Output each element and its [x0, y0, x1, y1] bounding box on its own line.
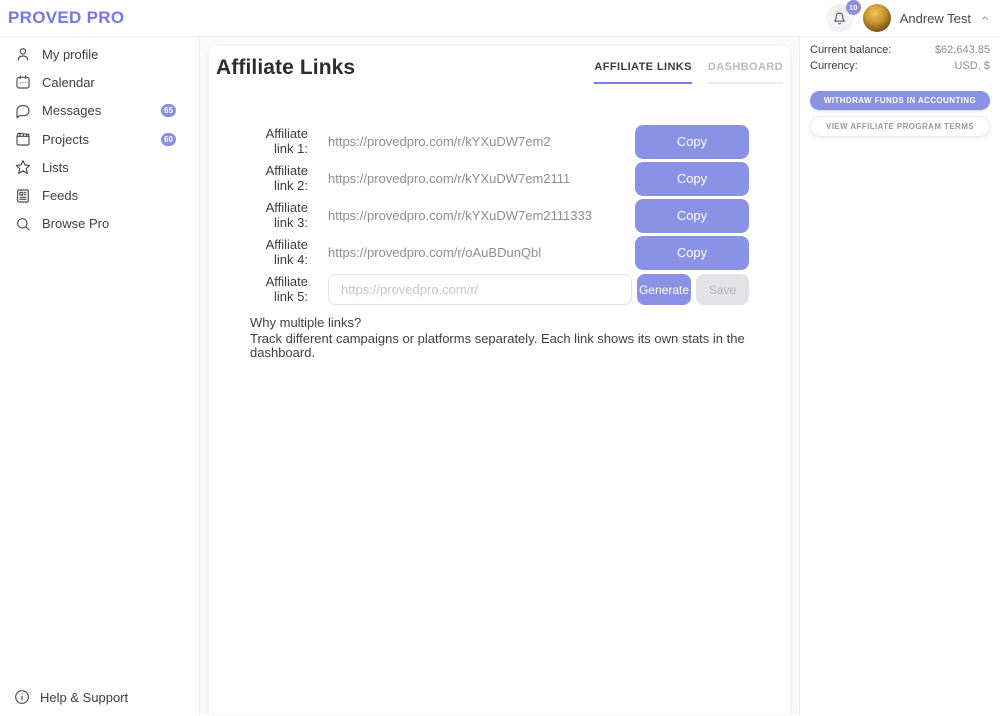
sidebar-item-messages[interactable] [0, 97, 199, 125]
sidebar-item-label: Projects [42, 131, 89, 147]
user-name[interactable]: Andrew Test [899, 10, 971, 26]
link-label: Affiliate link 4: [265, 236, 308, 267]
affiliate-links-card [209, 46, 790, 715]
sidebar-item-feeds[interactable] [0, 181, 199, 209]
notification-badge: 10 [846, 0, 861, 15]
sidebar [0, 37, 200, 715]
chat-icon [14, 102, 31, 119]
chevron-up-icon[interactable] [980, 13, 990, 23]
sidebar-item-label: Calendar [42, 74, 95, 90]
affiliate-link-row-2 [250, 160, 749, 197]
sidebar-item-calendar[interactable] [0, 68, 199, 96]
copy-button-4[interactable]: Copy [635, 236, 749, 270]
sidebar-item-browse-pro[interactable] [0, 210, 199, 238]
projects-count-badge: 60 [161, 133, 176, 146]
currency-value: USD, $ [954, 60, 990, 72]
star-icon [14, 159, 31, 176]
copy-button-1[interactable]: Copy [635, 125, 749, 159]
save-button[interactable]: Save [696, 274, 749, 305]
note-body: Track different campaigns or platforms separately. Each link shows its own stats in the dashboard. [250, 330, 745, 361]
balance-panel [799, 37, 1000, 715]
user-icon [14, 46, 31, 63]
copy-button-2[interactable]: Copy [635, 162, 749, 196]
app-logo[interactable]: PROVED PRO [8, 8, 125, 27]
sidebar-item-lists[interactable] [0, 153, 199, 181]
avatar[interactable] [863, 4, 891, 32]
affiliate-link-row-4 [250, 234, 749, 271]
note [250, 316, 749, 361]
sidebar-item-label: Browse Pro [42, 216, 110, 232]
tab-affiliate-links[interactable]: AFFILIATE LINKS [594, 61, 691, 84]
sidebar-item-projects[interactable] [0, 125, 199, 153]
affiliate-link-row-1 [250, 123, 749, 160]
sidebar-item-label: Messages [42, 103, 102, 119]
news-icon [14, 187, 31, 204]
tabs [594, 56, 783, 84]
affiliate-link-row-3 [250, 197, 749, 234]
balance-value: $62,643.85 [934, 44, 990, 56]
note-title: Why multiple links? [250, 315, 362, 330]
currency-row [810, 60, 990, 76]
link-url: https://provedpro.com/r/oAuBDunQbl [328, 245, 542, 260]
sidebar-item-label: Lists [42, 159, 69, 175]
link-label: Affiliate link 1: [265, 125, 308, 156]
tab-dashboard[interactable]: DASHBOARD [708, 61, 783, 84]
link-label: Affiliate link 2: [265, 162, 308, 193]
link-label: Affiliate link 5: [265, 273, 308, 304]
link-label: Affiliate link 3: [265, 199, 308, 230]
main-area [200, 37, 799, 715]
sidebar-item-my-profile[interactable] [0, 40, 199, 68]
new-link-input[interactable] [328, 274, 632, 305]
balance-row [810, 44, 990, 60]
link-url: https://provedpro.com/r/kYXuDW7em2111 [328, 171, 571, 186]
topbar-right [826, 4, 990, 32]
search-icon [14, 215, 31, 232]
help-support-link[interactable] [0, 689, 199, 715]
clapperboard-icon [14, 131, 31, 148]
page-title: Affiliate Links [216, 56, 356, 79]
info-icon [14, 689, 30, 705]
calendar-icon [14, 74, 31, 91]
withdraw-funds-button[interactable]: WITHDRAW FUNDS IN ACCOUNTING [810, 91, 990, 110]
help-support-label: Help & Support [40, 689, 129, 705]
sidebar-item-label: Feeds [42, 188, 79, 204]
messages-count-badge: 65 [161, 104, 176, 117]
currency-label: Currency: [810, 60, 858, 72]
sidebar-item-label: My profile [42, 46, 99, 62]
view-terms-button[interactable]: VIEW AFFILIATE PROGRAM TERMS [810, 116, 990, 137]
notifications-button[interactable] [826, 3, 858, 32]
generate-button[interactable]: Generate [637, 274, 691, 305]
content-row [0, 37, 1000, 715]
links-block [216, 123, 783, 361]
topbar [0, 0, 1000, 37]
link-url: https://provedpro.com/r/kYXuDW7em2 [328, 134, 551, 149]
balance-label: Current balance: [810, 44, 892, 56]
card-header [216, 56, 783, 84]
affiliate-link-row-5 [250, 271, 749, 308]
link-url: https://provedpro.com/r/kYXuDW7em2111333 [328, 208, 592, 223]
copy-button-3[interactable]: Copy [635, 199, 749, 233]
